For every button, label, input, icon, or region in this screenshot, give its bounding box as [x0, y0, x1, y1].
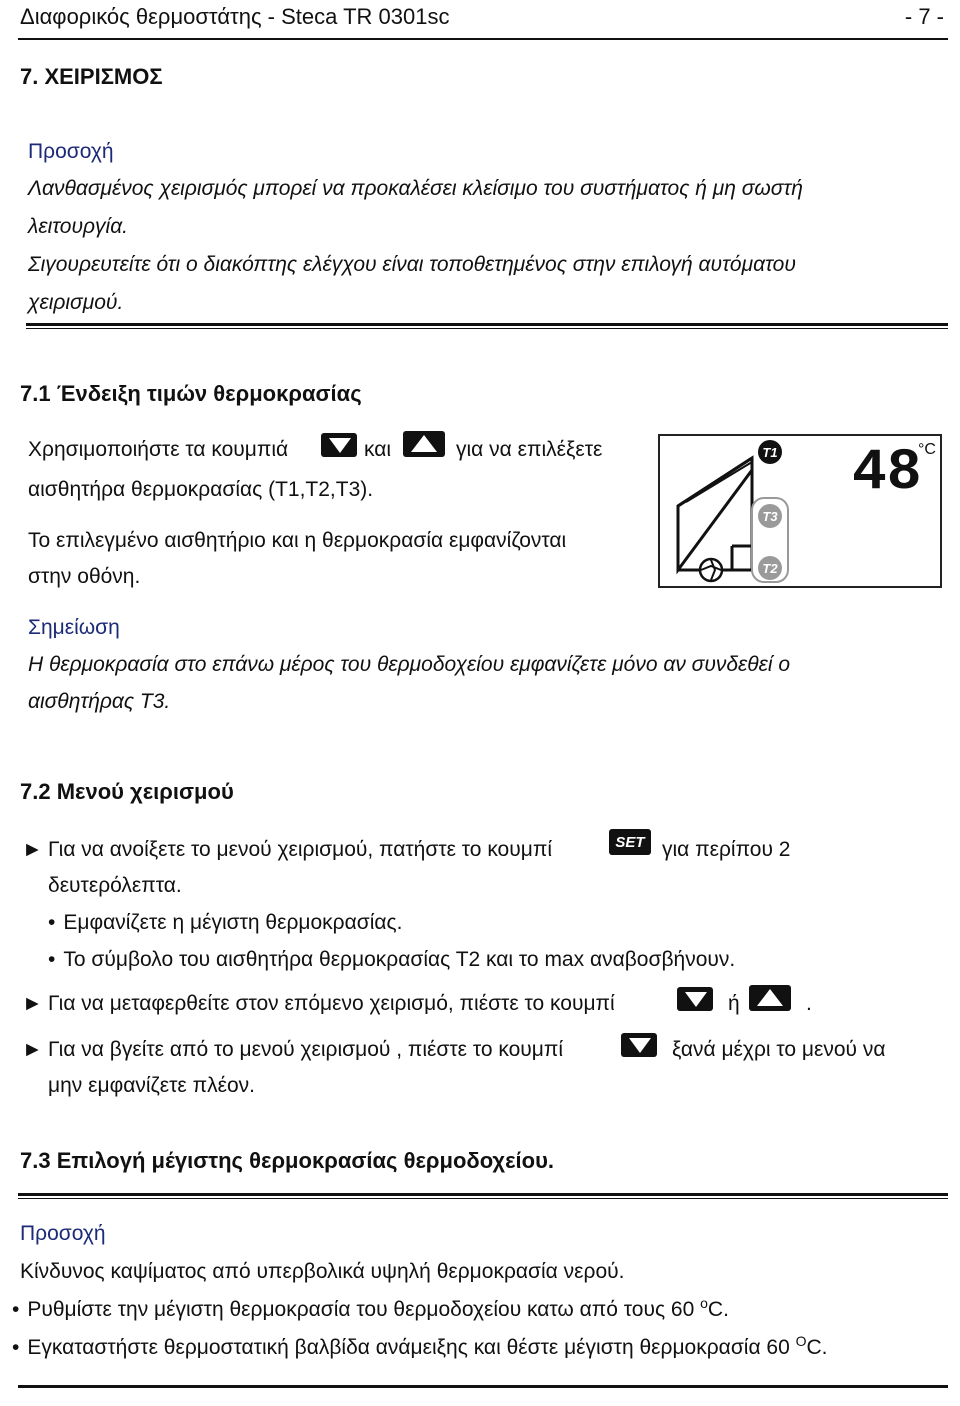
display-temperature: 48: [852, 441, 922, 506]
sensor-t1-icon: [758, 440, 782, 464]
section-7-3-divider-thin: [18, 1198, 948, 1199]
burn-warning-text: Κίνδυνος καψίματος από υπερβολικά υψηλή θερμοκρασία νερού.: [20, 1260, 625, 1283]
up-arrow-button-icon: [748, 984, 792, 1018]
max-temp-bullet-2: [12, 1333, 828, 1360]
right-pointer-icon: ►: [22, 992, 43, 1015]
right-pointer-icon: ►: [22, 1038, 43, 1061]
exit-menu-text-b: ξανά μέχρι το μενού να: [672, 1038, 886, 1061]
display-unit: °C: [918, 441, 936, 458]
document-header-title: Διαφορικός θερμοστάτης - Steca TR 0301sc: [20, 4, 450, 29]
max-temp-bullet-1: [12, 1295, 729, 1322]
down-arrow-button-icon: [676, 986, 714, 1018]
exit-menu-text-c: μην εμφανίζετε πλέον.: [48, 1074, 255, 1097]
max-temp-bullet-1-text: Ρυθμίστε την μέγιστη θερμοκρασία του θερμοδοχείου κατω από τους 60: [27, 1298, 695, 1321]
max-temp-bullet-2-text: Εγκαταστήστε θερμοστατική βαλβίδα ανάμειξης και θέστε μέγιστη θερμοκρασία 60: [27, 1336, 790, 1359]
set-button-icon: [608, 828, 652, 862]
select-sensor-text-a: Χρησιμοποιήστε τα κουμπιά: [28, 438, 289, 461]
section-7-1-heading: 7.1 Ένδειξη τιμών θερμοκρασίας: [20, 381, 362, 406]
svg-text:T3: T3: [762, 509, 778, 524]
section-7-3-divider-thick: [18, 1193, 948, 1196]
section-7-3-heading: 7.3 Επιλογή μέγιστης θερμοκρασίας θερμοδοχείου.: [20, 1148, 554, 1173]
exit-menu-text: Για να βγείτε από το μενού χειρισμού , πιέστε το κουμπί: [48, 1038, 564, 1061]
caution-line-4: χειρισμού.: [28, 291, 124, 314]
open-menu-text: Για να ανοίξετε το μενού χειρισμού, πατήστε το κουμπί: [48, 838, 552, 861]
section-7-2-heading: 7.2 Μενού χειρισμού: [20, 779, 234, 804]
celsius-unit: C.: [707, 1298, 729, 1321]
header-divider: [18, 38, 948, 40]
open-menu-duration: για περίπου 2: [662, 838, 791, 861]
open-menu-seconds: δευτερόλεπτα.: [48, 874, 182, 897]
thermostat-display-illustration: [658, 434, 942, 588]
caution-label-2: Προσοχή: [20, 1222, 106, 1245]
down-arrow-button-icon: [620, 1032, 658, 1064]
note-line-1: Η θερμοκρασία στο επάνω μέρος του θερμοδοχείου εμφανίζετε μόνο αν συνδεθεί ο: [28, 653, 791, 676]
footer-divider: [18, 1385, 948, 1388]
select-sensor-text-c: για να επιλέξετε: [456, 438, 603, 461]
solar-collector-icon: [678, 458, 752, 570]
right-pointer-icon: ►: [22, 838, 43, 861]
display-info-line-2: στην οθόνη.: [28, 565, 141, 588]
degree-symbol: Ο: [795, 1333, 807, 1349]
select-sensor-text-b: και: [364, 438, 392, 461]
sensor-list-line: αισθητήρα θερμοκρασίας (Τ1,Τ2,Τ3).: [28, 478, 374, 501]
next-step-period: .: [806, 992, 812, 1015]
next-step-or: ή: [728, 992, 740, 1015]
section-7-heading: 7. ΧΕΙΡΙΣΜΟΣ: [20, 64, 163, 89]
svg-text:T2: T2: [762, 561, 778, 576]
svg-text:SET: SET: [615, 834, 645, 851]
display-info-line-1: Το επιλεγμένο αισθητήριο και η θερμοκρασία εμφανίζονται: [28, 529, 567, 552]
page-number: - 7 -: [904, 4, 944, 29]
menu-sub-bullet-1: • Εμφανίζετε η μέγιστη θερμοκρασίας.: [48, 911, 403, 935]
caution-label: Προσοχή: [28, 140, 114, 163]
next-step-text: Για να μεταφερθείτε στον επόμενο χειρισμό, πιέστε το κουμπί: [48, 992, 615, 1015]
caution-line-1: Λανθασμένος χειρισμός μπορεί να προκαλέσει κλείσιμο του συστήματος ή μη σωστή: [28, 177, 803, 200]
down-arrow-button-icon: [320, 432, 358, 464]
degree-symbol: ο: [700, 1295, 708, 1311]
menu-sub-bullet-2: • Το σύμβολο του αισθητήρα θερμοκρασίας Τ2 και το max αναβοσβήνουν.: [48, 948, 735, 972]
sensor-t2-icon: [758, 556, 782, 580]
caution-line-3: Σιγουρευτείτε ότι ο διακόπτης ελέγχου είναι τοποθετημένος στην επιλογή αυτόματου: [28, 253, 796, 276]
caution-divider-thin: [26, 328, 948, 329]
svg-text:T1: T1: [762, 445, 778, 460]
up-arrow-button-icon: [402, 430, 446, 464]
celsius-unit: C.: [806, 1336, 828, 1359]
note-label: Σημείωση: [28, 616, 120, 639]
select-sensor-text: [28, 438, 288, 462]
caution-line-2: λειτουργία.: [28, 215, 129, 238]
note-line-2: αισθητήρας Τ3.: [28, 690, 171, 713]
caution-divider-thick: [26, 323, 948, 326]
sensor-t3-icon: [758, 504, 782, 528]
